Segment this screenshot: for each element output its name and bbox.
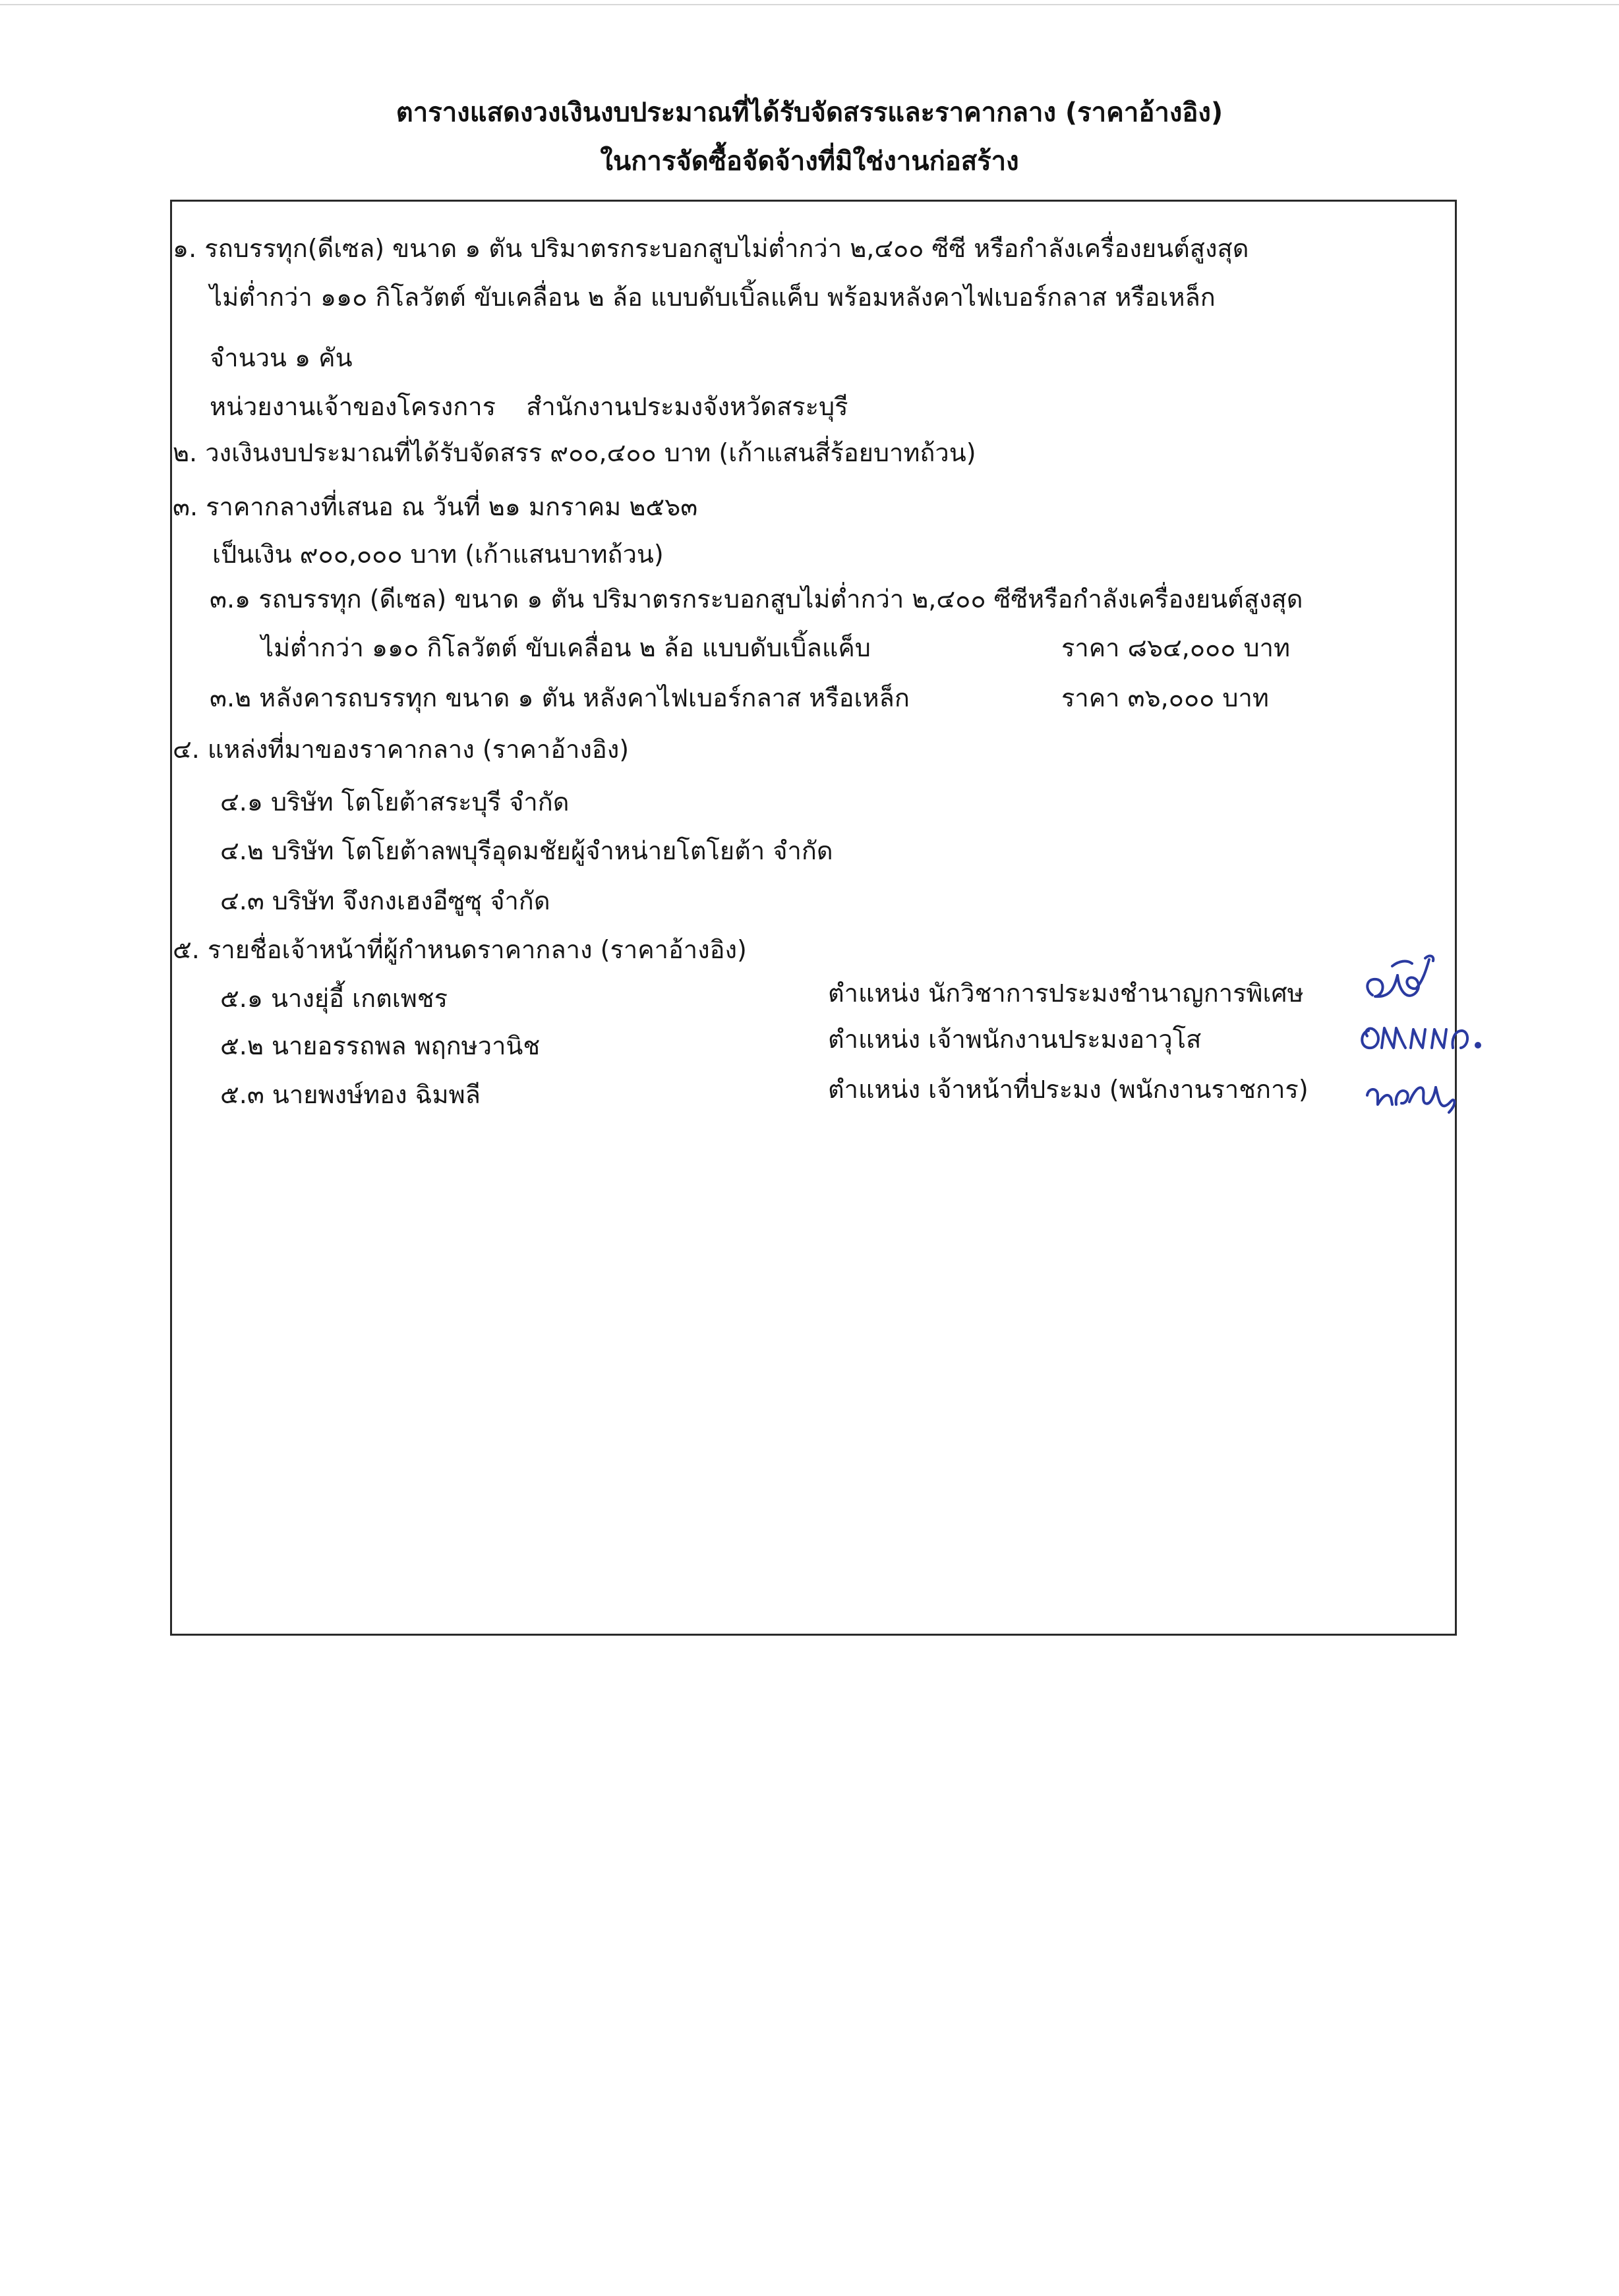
officer-3-name: ๕.๓ นายพงษ์ทอง ฉิมพลี [220, 1080, 481, 1109]
item1-line2: ไม่ต่ำกว่า ๑๑๐ กิโลวัตต์ ขับเคลื่อน ๒ ล้อ แบบดับเบิ้ลแค็บ พร้อมหลังคาไฟเบอร์กลาส หรือเหล็ก [210, 283, 1216, 312]
document-title-line-2: ในการจัดซื้อจัดจ้างที่มิใช่งานก่อสร้าง [600, 146, 1019, 177]
item5-line1: ๕. รายชื่อเจ้าหน้าที่ผู้กำหนดราคากลาง (ราคาอ้างอิง) [173, 935, 747, 964]
item4-source-1: ๔.๑ บริษัท โตโยต้าสระบุรี จำกัด [220, 788, 570, 817]
officer-1-name: ๕.๑ นางยุ่อี้ เกตเพชร [220, 984, 448, 1013]
item4-source-3: ๔.๓ บริษัท จึงกงเฮงอีซูซุ จำกัด [220, 886, 550, 915]
signature-3 [1362, 1069, 1461, 1115]
item3-line2: เป็นเงิน ๙๐๐,๐๐๐ บาท (เก้าแสนบาทถ้วน) [212, 540, 664, 569]
signature-2 [1355, 1011, 1487, 1064]
item1-agency-label: หน่วยงานเจ้าของโครงการ [210, 392, 496, 421]
document-title-line-1: ตารางแสดงวงเงินงบประมาณที่ได้รับจัดสรรและราคากลาง (ราคาอ้างอิง) [396, 98, 1223, 128]
item2-line1: ๒. วงเงินงบประมาณที่ได้รับจัดสรร ๙๐๐,๔๐๐ บาท (เก้าแสนสี่ร้อยบาทถ้วน) [173, 438, 976, 467]
item3-sub2-price: ราคา ๓๖,๐๐๐ บาท [1061, 683, 1269, 712]
officer-2-name: ๕.๒ นายอรรถพล พฤกษวานิช [220, 1031, 541, 1060]
item1-agency-row [210, 386, 848, 426]
item3-sub2-line1: ๓.๒ หลังคารถบรรทุก ขนาด ๑ ตัน หลังคาไฟเบอร์กลาส หรือเหล็ก [210, 683, 910, 712]
officer-2-position: ตำแหน่ง เจ้าพนักงานประมงอาวุโส [828, 1025, 1202, 1054]
item3-sub1-line1: ๓.๑ รถบรรทุก (ดีเซล) ขนาด ๑ ตัน ปริมาตรกระบอกสูบไม่ต่ำกว่า ๒,๔๐๐ ซีซีหรือกำลังเครื่องยนต์สูงสุด [210, 585, 1303, 614]
item1-agency: สำนักงานประมงจังหวัดสระบุรี [526, 392, 848, 421]
item4-line1: ๔. แหล่งที่มาของราคากลาง (ราคาอ้างอิง) [173, 735, 630, 764]
item3-sub1-price: ราคา ๘๖๔,๐๐๐ บาท [1061, 633, 1291, 662]
item4-source-2: ๔.๒ บริษัท โตโยต้าลพบุรีอุดมชัยผู้จำหน่ายโตโยต้า จำกัด [220, 836, 833, 865]
scan-top-edge [0, 4, 1619, 5]
item1-line3: จำนวน ๑ คัน [210, 343, 353, 372]
signature-1 [1359, 949, 1452, 1015]
officer-1-position: ตำแหน่ง นักวิชาการประมงชำนาญการพิเศษ [828, 979, 1304, 1008]
item3-line1: ๓. ราคากลางที่เสนอ ณ วันที่ ๒๑ มกราคม ๒๕๖๓ [173, 492, 698, 521]
officer-3-position: ตำแหน่ง เจ้าหน้าที่ประมง (พนักงานราชการ) [828, 1075, 1309, 1104]
item3-sub1-line2: ไม่ต่ำกว่า ๑๑๐ กิโลวัตต์ ขับเคลื่อน ๒ ล้อ แบบดับเบิ้ลแค็บ [261, 633, 871, 662]
item1-line1: ๑. รถบรรทุก(ดีเซล) ขนาด ๑ ตัน ปริมาตรกระบอกสูบไม่ต่ำกว่า ๒,๔๐๐ ซีซี หรือกำลังเครื่องยนต์สูงสุด [173, 234, 1249, 263]
